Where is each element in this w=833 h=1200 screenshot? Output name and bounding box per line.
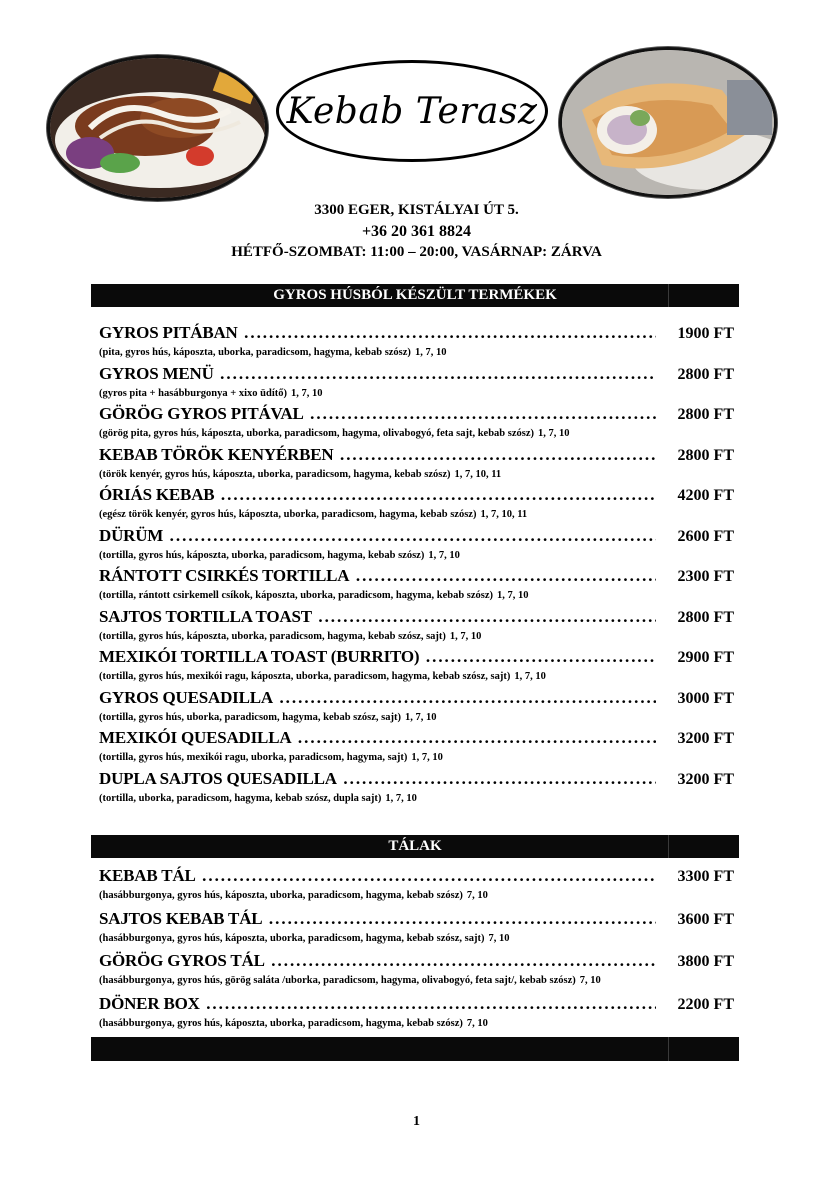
item-description: (hasábburgonya, gyros hús, káposzta, uborka, paradicsom, hagyma, kebab szósz) [99,890,463,901]
dot-leader [244,324,656,342]
kebab-plate-illustration [50,58,265,198]
dot-leader [268,910,656,928]
opening-hours: HÉTFŐ-SZOMBAT: 11:00 – 20:00, VASÁRNAP: ZÁRVA [231,244,602,260]
item-price: 1900 FT [677,325,734,342]
item-name: DÖNER BOX [99,993,200,1013]
item-description: (tortilla, gyros hús, mexikói ragu, káposzta, uborka, paradicsom, hagyma, kebab szósz, sajt) [99,671,511,682]
menu-item [99,951,734,994]
menu-item [99,607,734,648]
contact-info [0,200,833,263]
dot-leader [169,527,656,545]
dot-leader [343,770,656,788]
dot-leader [279,689,656,707]
dot-leader [220,365,656,383]
item-name: MEXIKÓI QUESADILLA [99,728,292,747]
item-allergens: 7, 10 [579,975,601,986]
item-name: KEBAB TÖRÖK KENYÉRBEN [99,444,334,464]
item-allergens: 1, 7, 10 [538,428,570,439]
item-description: (görög pita, gyros hús, káposzta, uborka, paradicsom, hagyma, olivabogyó, feta sajt, kebab szósz) [99,428,534,439]
item-name: RÁNTOTT CSIRKÉS TORTILLA [99,566,350,585]
item-allergens: 1, 7, 10 [428,549,460,561]
item-name: GYROS QUESADILLA [99,687,273,707]
menu-item [99,364,734,405]
item-description: (gyros pita + hasábburgonya + xixo üdítő) [99,387,287,399]
item-price: 3300 FT [677,868,734,885]
menu-item [99,866,734,909]
item-price: 3000 FT [677,689,734,707]
dot-leader [355,567,656,585]
item-description: (pita, gyros hús, káposzta, uborka, paradicsom, hagyma, kebab szósz) [99,347,411,358]
item-allergens: 1, 7, 10 [449,630,482,642]
item-name: GÖRÖG GYROS PITÁVAL [99,404,304,423]
item-name: ÓRIÁS KEBAB [99,485,215,504]
phone-number: +36 20 361 8824 [361,223,472,240]
item-allergens: 1, 7, 10 [411,752,443,763]
item-name: KEBAB TÁL [99,866,196,885]
item-price: 4200 FT [677,487,734,504]
dot-leader [271,952,656,970]
menu-item [99,647,734,688]
dot-leader [206,995,656,1013]
wrap-photo [562,50,774,195]
item-allergens: 7, 10 [466,890,488,901]
page-number: 1 [413,1114,420,1129]
item-description: (török kenyér, gyros hús, káposzta, uborka, paradicsom, hagyma, kebab szósz) [99,468,451,480]
section-header-divider [668,835,669,858]
address: 3300 EGER, KISTÁLYAI ÚT 5. [314,202,519,218]
item-description: (tortilla, gyros hús, káposzta, uborka, paradicsom, hagyma, kebab szósz) [99,549,425,561]
kebab-terasz-logo [276,60,548,162]
item-allergens: 1, 7, 10, 11 [480,509,528,520]
item-price: 2800 FT [677,446,734,464]
dot-leader [310,405,656,423]
item-allergens: 1, 7, 10 [514,671,546,682]
item-price: 2600 FT [677,527,734,545]
talak-items-list [99,866,734,1036]
menu-item [99,323,734,364]
item-description: (egész török kenyér, gyros hús, káposzta, uborka, paradicsom, hagyma, kebab szósz) [99,509,477,520]
item-allergens: 1, 7, 10 [405,711,437,723]
dot-leader [318,608,656,626]
item-price: 2300 FT [677,568,734,585]
item-allergens: 7, 10 [488,932,510,944]
item-description: (tortilla, rántott csirkemell csíkok, káposzta, uborka, paradicsom, hagyma, kebab szósz) [99,590,494,601]
menu-item [99,485,734,526]
section-title: GYROS HÚSBÓL KÉSZÜLT TERMÉKEK [273,287,557,303]
item-allergens: 1, 7, 10 [290,387,323,399]
item-name: MEXIKÓI TORTILLA TOAST (BURRITO) [99,647,420,666]
item-price: 2200 FT [677,995,734,1013]
section-header-talak [91,835,739,858]
menu-item [99,404,734,445]
footer-bar-divider [668,1037,669,1061]
item-name: SAJTOS KEBAB TÁL [99,908,263,928]
section-header-gyros [91,284,739,307]
item-allergens: 7, 10 [466,1017,488,1029]
item-description: (hasábburgonya, gyros hús, káposzta, uborka, paradicsom, hagyma, kebab szósz, sajt) [99,932,485,944]
item-price: 2900 FT [677,649,734,666]
item-description: (tortilla, gyros hús, káposzta, uborka, paradicsom, hagyma, kebab szósz, sajt) [99,630,446,642]
menu-item [99,994,734,1037]
item-name: SAJTOS TORTILLA TOAST [99,606,312,626]
item-description: (tortilla, gyros hús, mexikói ragu, uborka, paradicsom, hagyma, sajt) [99,752,408,763]
item-price: 3200 FT [677,730,734,747]
item-allergens: 1, 7, 10 [385,792,417,804]
menu-item [99,688,734,729]
menu-item [99,445,734,486]
item-name: GYROS PITÁBAN [99,323,238,342]
section-header-divider [668,284,669,307]
dot-leader [297,729,656,747]
menu-item [99,526,734,567]
item-name: DUPLA SAJTOS QUESADILLA [99,768,337,788]
dot-leader [220,486,656,504]
item-allergens: 1, 7, 10, 11 [454,468,502,480]
item-price: 3600 FT [677,910,734,928]
item-description: (hasábburgonya, gyros hús, káposzta, uborka, paradicsom, hagyma, kebab szósz) [99,1017,463,1029]
wrap-illustration [562,50,774,195]
item-name: GYROS MENÜ [99,363,214,383]
menu-item [99,728,734,769]
kebab-plate-photo [50,58,265,198]
menu-item [99,769,734,810]
menu-item [99,909,734,952]
item-name: GÖRÖG GYROS TÁL [99,951,265,970]
item-allergens: 1, 7, 10 [497,590,529,601]
item-price: 3800 FT [677,953,734,970]
item-name: DÜRÜM [99,525,164,545]
dot-leader [425,648,656,666]
item-price: 3200 FT [677,770,734,788]
dot-leader [202,867,656,885]
item-description: (tortilla, uborka, paradicsom, hagyma, kebab szósz, dupla sajt) [99,792,382,804]
gyros-items-list [99,323,734,809]
logo-text: Kebab Terasz [286,90,538,132]
item-description: (tortilla, gyros hús, uborka, paradicsom, hagyma, kebab szósz, sajt) [99,711,401,723]
dot-leader [339,446,656,464]
item-price: 2800 FT [677,608,734,626]
menu-item [99,566,734,607]
item-price: 2800 FT [677,365,734,383]
section-title: TÁLAK [388,838,442,854]
item-price: 2800 FT [677,406,734,423]
footer-bar [91,1037,739,1061]
item-description: (hasábburgonya, gyros hús, görög saláta /uborka, paradicsom, hagyma, olivabogyó, feta sajt/, kebab szósz) [99,975,576,986]
item-allergens: 1, 7, 10 [414,347,447,358]
